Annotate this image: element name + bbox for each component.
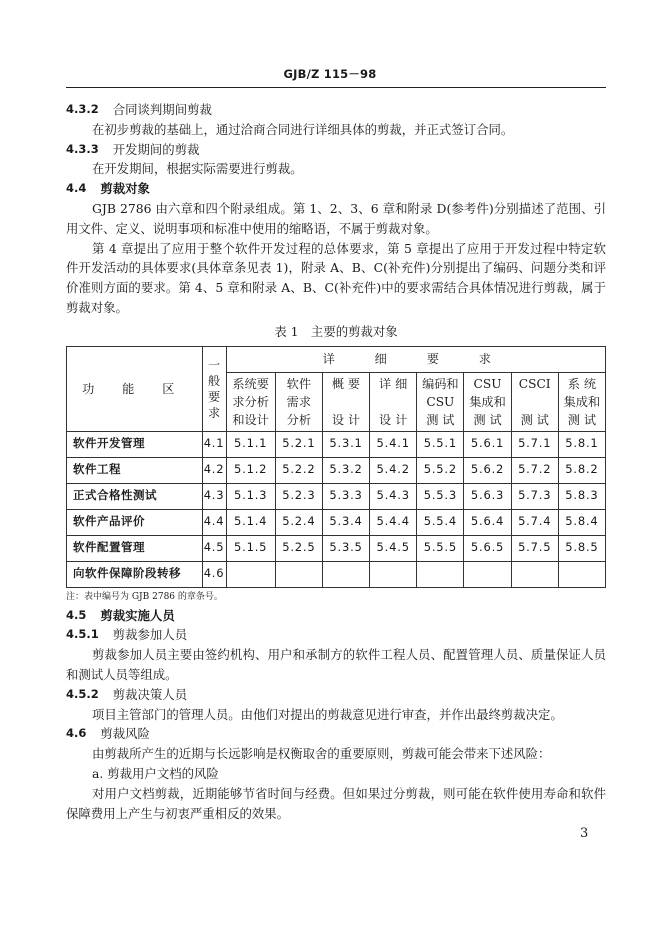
paragraph: 剪裁参加人员主要由签约机构、用户和承制方的软件工程人员、配置管理人员、质量保证人员和测试人员等组成。 (66, 647, 606, 682)
detail-requirement-cell (511, 561, 558, 587)
detail-requirement-cell: 5.3.1 (322, 431, 369, 457)
sub-header-cell: CSU 集成和 测 试 (464, 372, 511, 431)
table-body (67, 431, 606, 587)
general-requirement-cell: 4.1 (202, 431, 226, 457)
detail-requirement-cell: 5.3.2 (322, 457, 369, 483)
page-number: 3 (580, 826, 589, 841)
section-number: 4.3.3 (66, 141, 99, 156)
detail-requirement-cell: 5.4.5 (370, 535, 417, 561)
section-4-3-3-heading (66, 140, 606, 160)
section-title: 剪裁风险 (100, 726, 150, 742)
detail-requirement-cell (417, 561, 464, 587)
detail-requirement-cell: 5.4.2 (370, 457, 417, 483)
detail-requirement-cell (464, 561, 511, 587)
list-item: a. 剪裁用户文档的风险 (92, 765, 219, 781)
section-4-5-2-heading (66, 685, 606, 705)
col-header-general: 一 般 要 求 (202, 346, 226, 431)
paragraph: 由剪裁所产生的近期与长远影响是权衡取舍的重要原则，剪裁可能会带来下述风险： (92, 746, 551, 762)
detail-requirement-cell: 5.1.3 (226, 483, 275, 509)
general-requirement-cell: 4.6 (202, 561, 226, 587)
section-4-3-2-heading (66, 100, 606, 120)
function-area-cell: 软件配置管理 (67, 535, 203, 561)
detail-requirement-cell: 5.1.5 (226, 535, 275, 561)
detail-requirement-cell: 5.5.1 (417, 431, 464, 457)
section-4-5-heading (66, 606, 606, 626)
sub-header-cell: 软件 需求 分析 (275, 372, 322, 431)
detail-requirement-cell: 5.4.4 (370, 509, 417, 535)
detail-requirement-cell (370, 561, 417, 587)
page-content (66, 100, 606, 823)
detail-requirement-cell: 5.7.1 (511, 431, 558, 457)
detail-requirement-cell: 5.3.5 (322, 535, 369, 561)
detail-requirement-cell: 5.3.3 (322, 483, 369, 509)
detail-requirement-cell: 5.8.2 (558, 457, 605, 483)
paragraph: 项目主管部门的管理人员。由他们对提出的剪裁意见进行审查，并作出最终剪裁决定。 (92, 706, 563, 722)
detail-requirement-cell: 5.6.5 (464, 535, 511, 561)
detail-requirement-cell: 5.2.5 (275, 535, 322, 561)
detail-requirement-cell (558, 561, 605, 587)
detail-requirement-cell: 5.1.2 (226, 457, 275, 483)
function-area-cell: 软件工程 (67, 457, 203, 483)
section-number: 4.6 (66, 726, 87, 741)
detail-requirement-cell: 5.1.1 (226, 431, 275, 457)
detail-requirement-cell: 5.8.1 (558, 431, 605, 457)
detail-requirement-cell: 5.3.4 (322, 509, 369, 535)
col-header-detail: 详 细 要 求 (226, 346, 605, 372)
function-area-cell: 向软件保障阶段转移 (67, 561, 203, 587)
detail-requirement-cell: 5.2.4 (275, 509, 322, 535)
section-title: 合同谈判期间剪裁 (112, 102, 212, 117)
section-4-4-heading (66, 179, 606, 199)
section-4-5-1-heading (66, 625, 606, 645)
table-row (67, 483, 606, 509)
tailoring-table (66, 346, 606, 588)
table-note: 注：表中编号为 GJB 2786 的章条号。 (66, 591, 223, 602)
detail-requirement-cell: 5.6.1 (464, 431, 511, 457)
sub-header-cell: CSCI 测 试 (511, 372, 558, 431)
detail-requirement-cell: 5.5.5 (417, 535, 464, 561)
detail-requirement-cell: 5.5.4 (417, 509, 464, 535)
detail-requirement-cell: 5.8.3 (558, 483, 605, 509)
detail-requirement-cell (226, 561, 275, 587)
general-requirement-cell: 4.3 (202, 483, 226, 509)
section-title: 剪裁实施人员 (100, 607, 175, 623)
table-row (67, 509, 606, 535)
table-row (67, 457, 606, 483)
table-row (67, 535, 606, 561)
section-number: 4.5 (66, 607, 87, 622)
paragraph: 第 4 章提出了应用于整个软件开发过程的总体要求，第 5 章提出了应用于开发过程中特定软件开发活动的具体要求(具体章条见表 1)，附录 A、B、C(补充件)分别提出了编码、问题分类和评价准则方面的要求。第 4、5 章和附录 A、B、C(补充件)中的要求需结合具体情况进行剪裁，属于剪裁对象。 (66, 240, 606, 315)
sub-header-cell: 系 统 集成和 测 试 (558, 372, 605, 431)
detail-requirement-cell: 5.7.2 (511, 457, 558, 483)
sub-header-cell: 详 细 设 计 (370, 372, 417, 431)
section-4-6-heading (66, 724, 606, 744)
detail-requirement-cell: 5.1.4 (226, 509, 275, 535)
sub-header-cell: 系统要 求分析 和设计 (226, 372, 275, 431)
detail-requirement-cell: 5.4.1 (370, 431, 417, 457)
paragraph: 在初步剪裁的基础上，通过洽商合同进行详细具体的剪裁，并正式签订合同。 (92, 121, 514, 137)
section-title: 开发期间的剪裁 (112, 141, 200, 157)
detail-requirement-cell: 5.5.2 (417, 457, 464, 483)
document-header: GJB/Z 115－98 (283, 67, 377, 81)
detail-requirement-cell: 5.6.4 (464, 509, 511, 535)
general-requirement-cell: 4.4 (202, 509, 226, 535)
general-requirement-cell: 4.2 (202, 457, 226, 483)
sub-header-cell: 概 要 设 计 (322, 372, 369, 431)
header-rule (66, 87, 606, 88)
detail-requirement-cell: 5.4.3 (370, 483, 417, 509)
function-area-cell: 软件产品评价 (67, 509, 203, 535)
section-title: 剪裁对象 (100, 181, 150, 197)
function-area-cell: 正式合格性测试 (67, 483, 203, 509)
section-number: 4.5.2 (66, 686, 99, 701)
detail-requirement-cell: 5.2.2 (275, 457, 322, 483)
section-number: 4.5.1 (66, 627, 99, 642)
detail-requirement-cell: 5.7.4 (511, 509, 558, 535)
function-area-cell: 软件开发管理 (67, 431, 203, 457)
table-row (67, 431, 606, 457)
paragraph: 在开发期间，根据实际需要进行剪裁。 (92, 161, 303, 177)
section-number: 4.3.2 (66, 102, 99, 116)
table-row (67, 561, 606, 587)
detail-requirement-cell: 5.6.3 (464, 483, 511, 509)
general-requirement-cell: 4.5 (202, 535, 226, 561)
detail-requirement-cell: 5.6.2 (464, 457, 511, 483)
detail-requirement-cell: 5.7.3 (511, 483, 558, 509)
detail-requirement-cell: 5.5.3 (417, 483, 464, 509)
col-header-function: 功 能 区 (67, 346, 203, 431)
detail-requirement-cell: 5.2.3 (275, 483, 322, 509)
table-caption: 表 1 主要的剪裁对象 (274, 323, 398, 339)
detail-requirement-cell: 5.8.4 (558, 509, 605, 535)
section-title: 剪裁决策人员 (112, 686, 188, 702)
detail-requirement-cell: 5.8.5 (558, 535, 605, 561)
sub-header-cell: 编码和 CSU 测 试 (417, 372, 464, 431)
section-number: 4.4 (66, 181, 87, 196)
paragraph: 对用户文档剪裁，近期能够节省时间与经费。但如果过分剪裁，则可能在软件使用寿命和软件保障费用上产生与初衷严重相反的效果。 (66, 785, 606, 821)
detail-requirement-cell (322, 561, 369, 587)
detail-requirement-cell: 5.2.1 (275, 431, 322, 457)
paragraph: GJB 2786 由六章和四个附录组成。第 1、2、3、6 章和附录 D(参考件)分别描述了范围、引用文件、定义、说明事项和标准中使用的缩略语，不属于剪裁对象。 (66, 200, 606, 236)
detail-requirement-cell: 5.7.5 (511, 535, 558, 561)
section-title: 剪裁参加人员 (112, 627, 188, 643)
detail-requirement-cell (275, 561, 322, 587)
